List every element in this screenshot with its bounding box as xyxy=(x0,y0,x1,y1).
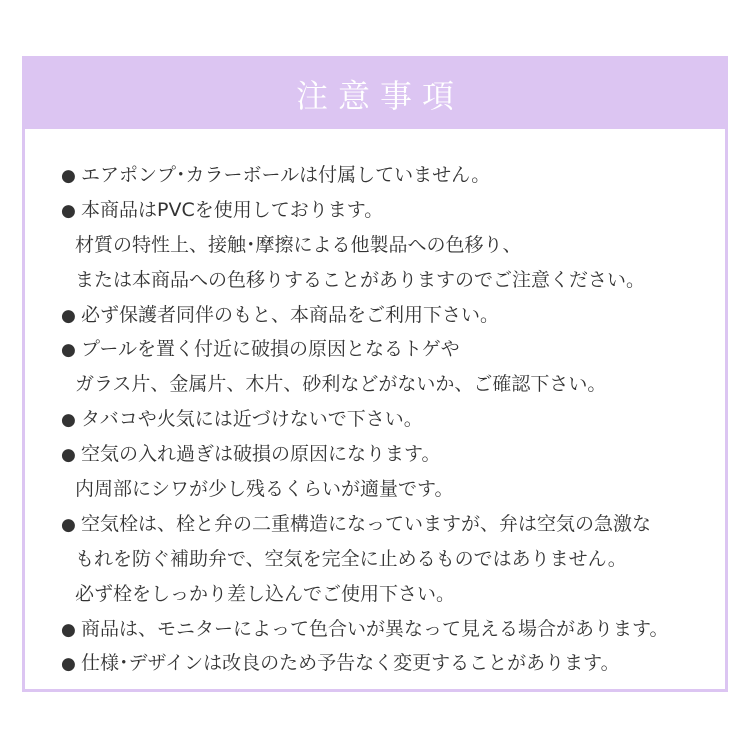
notice-list xyxy=(61,158,668,681)
notice-text: プールを置く付近に破損の原因となるトゲや xyxy=(81,338,460,361)
notice-item-continuation xyxy=(61,367,668,402)
notice-item-continuation xyxy=(61,472,668,507)
notice-title: 注意事項 xyxy=(295,77,464,115)
notice-text: 空気栓は、栓と弁の二重構造になっていますが、弁は空気の急激な xyxy=(81,512,652,535)
notice-text: 商品は、モニターによって色合いが異なって見える場合があります。 xyxy=(81,617,669,640)
notice-item xyxy=(61,298,668,333)
bullet-icon: ● xyxy=(61,200,76,221)
bullet-icon: ● xyxy=(61,166,76,186)
notice-text: 必ず栓をしっかり差し込んでご使用下さい。 xyxy=(75,582,456,605)
notice-text: ガラス片、金属片、木片、砂利などがないか、ご確認下さい。 xyxy=(75,373,607,396)
bullet-icon: ● xyxy=(61,654,76,675)
notice-header xyxy=(25,59,725,129)
bullet-icon: ● xyxy=(61,514,76,535)
notice-item xyxy=(61,612,668,647)
notice-item xyxy=(61,158,668,193)
bullet-icon: ● xyxy=(61,445,76,466)
notice-text: または本商品への色移りすることがありますのでご注意ください。 xyxy=(75,268,646,291)
notice-item xyxy=(61,507,668,542)
notice-text: 本商品はPVCを使用しております。 xyxy=(81,198,384,221)
notice-text: 空気の入れ過ぎは破損の原因になります。 xyxy=(81,443,441,466)
notice-item-continuation xyxy=(61,577,668,612)
notice-card xyxy=(22,56,728,692)
notice-text: エアポンプ･カラーボールは付属していません。 xyxy=(81,164,491,186)
notice-text: もれを防ぐ補助弁で、空気を完全に止めるものではありません。 xyxy=(75,547,627,570)
bullet-icon: ● xyxy=(61,410,76,431)
notice-item-continuation xyxy=(61,542,668,577)
notice-text: 材質の特性上、接触･摩擦による他製品への色移り、 xyxy=(75,233,522,256)
bullet-icon: ● xyxy=(61,340,76,361)
notice-text: 必ず保護者同伴のもと、本商品をご利用下さい。 xyxy=(81,303,500,326)
notice-item xyxy=(61,193,668,228)
notice-item-continuation xyxy=(61,263,668,298)
notice-text: タバコや火気には近づけないで下さい。 xyxy=(81,408,423,431)
notice-item xyxy=(61,332,668,367)
bullet-icon: ● xyxy=(61,305,76,326)
notice-item xyxy=(61,646,668,681)
bullet-icon: ● xyxy=(61,619,76,640)
notice-text: 内周部にシワが少し残るくらいが適量です。 xyxy=(75,478,454,501)
notice-item xyxy=(61,402,668,437)
notice-item xyxy=(61,437,668,472)
notice-text: 仕様･デザインは改良のため予告なく変更することがあります。 xyxy=(81,652,620,675)
notice-item-continuation xyxy=(61,228,668,263)
